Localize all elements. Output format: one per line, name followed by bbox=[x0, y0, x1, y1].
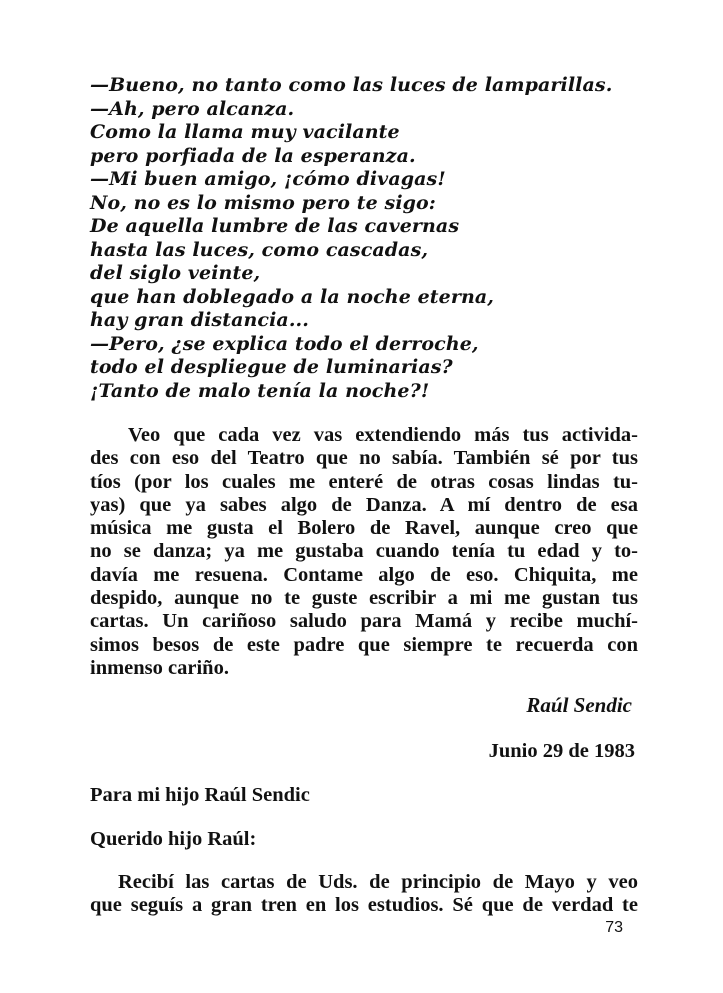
poem-line: todo el despliegue de luminarias? bbox=[90, 356, 453, 378]
poem-line: —Bueno, no tanto como las luces de lamparillas. bbox=[90, 74, 613, 96]
dedication: Para mi hijo Raúl Sendic bbox=[90, 784, 310, 806]
paragraph-line: Recibí las cartas de Uds. de principio de Mayo y veo bbox=[118, 871, 638, 893]
paragraph-line: no se danza; ya me gustaba cuando tenía tu edad y to- bbox=[90, 540, 638, 563]
paragraph-line: que seguís a gran tren en los estudios. Sé que de verdad te bbox=[90, 894, 638, 917]
letter-date: Junio 29 de 1983 bbox=[488, 740, 635, 762]
poem-line: pero porfiada de la esperanza. bbox=[90, 144, 416, 167]
poem-line: De aquella lumbre de las cavernas bbox=[90, 215, 460, 237]
poem-block bbox=[90, 74, 650, 403]
prose-paragraph bbox=[90, 424, 638, 680]
paragraph-line: davía me resuena. Contame algo de eso. Chiquita, me bbox=[90, 563, 638, 586]
poem-line: No, no es lo mismo pero te sigo: bbox=[90, 191, 436, 214]
paragraph-line: Veo que cada vez vas extendiendo más tus activida- bbox=[128, 424, 638, 446]
paragraph-line: inmenso cariño. bbox=[90, 656, 229, 679]
page-number: 73 bbox=[605, 919, 623, 936]
signature: Raúl Sendic bbox=[526, 693, 632, 717]
poem-line: que han doblegado a la noche eterna, bbox=[90, 285, 495, 308]
paragraph-line: tíos (por los cuales me enteré de otras cosas lindas tu- bbox=[90, 470, 638, 493]
paragraph-line: música me gusta el Bolero de Ravel, aunque creo que bbox=[90, 517, 638, 540]
salutation: Querido hijo Raúl: bbox=[90, 828, 257, 850]
poem-line: ¡Tanto de malo tenía la noche?! bbox=[90, 379, 430, 402]
paragraph-line: simos besos de este padre que siempre te recuerda con bbox=[90, 633, 638, 656]
poem-line: Como la llama muy vacilante bbox=[90, 121, 400, 143]
paragraph-line: cartas. Un cariñoso saludo para Mamá y recibe muchí- bbox=[90, 610, 638, 633]
letter-paragraph bbox=[90, 871, 638, 918]
poem-line: hasta las luces, como cascadas, bbox=[90, 238, 429, 261]
poem-line: —Pero, ¿se explica todo el derroche, bbox=[90, 332, 479, 355]
poem-line: del siglo veinte, bbox=[90, 262, 261, 284]
poem-line: —Mi buen amigo, ¡cómo divagas! bbox=[90, 168, 446, 190]
paragraph-line: des con eso del Teatro que no sabía. También sé por tus bbox=[90, 447, 638, 470]
paragraph-line: yas) que ya sabes algo de Danza. A mí dentro de esa bbox=[90, 493, 638, 516]
poem-line: —Ah, pero alcanza. bbox=[90, 97, 295, 120]
poem-line: hay gran distancia... bbox=[90, 309, 309, 331]
paragraph-line: despido, aunque no te guste escribir a mi me gustan tus bbox=[90, 587, 638, 610]
